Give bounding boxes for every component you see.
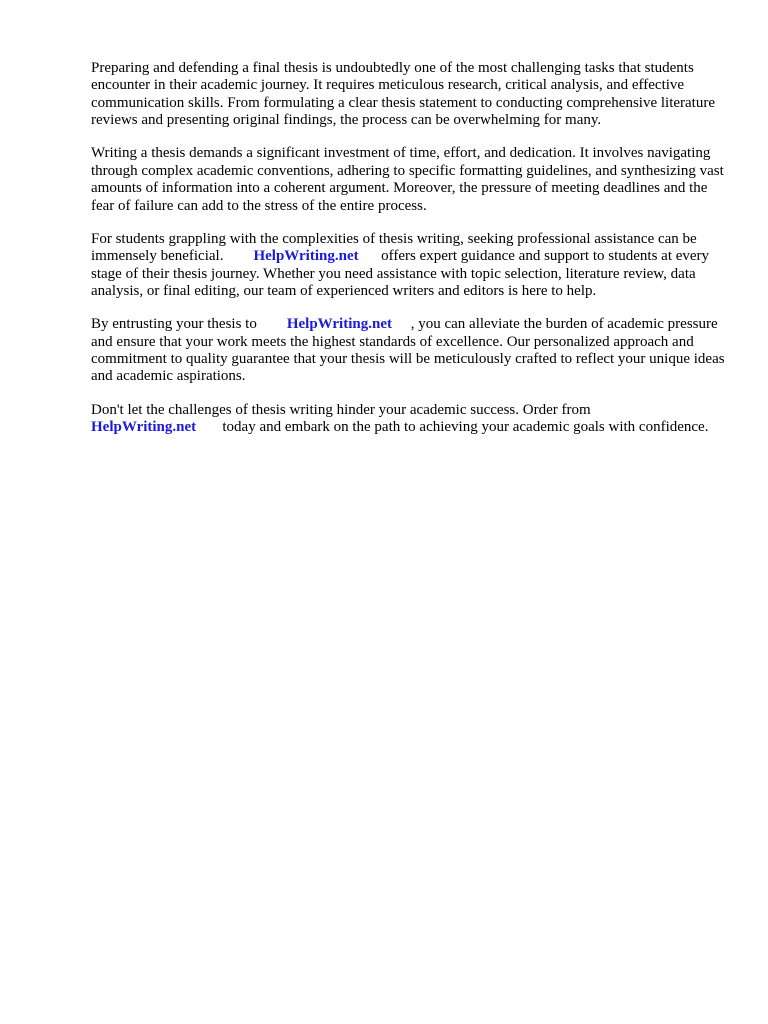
paragraph-text-before-link: Don't let the challenges of thesis writing hinder your academic success. Order from bbox=[91, 401, 591, 418]
paragraph-intro: Preparing and defending a final thesis is undoubtedly one of the most challenging tasks that students encounter in their academic journey. It requires meticulous research, critical analysis, and effective communication skills. From formulating a clear thesis statement to conducting comprehensive literature reviews and presenting original findings, the process can be overwhelming for many. bbox=[91, 60, 716, 129]
paragraph-assistance bbox=[91, 231, 731, 301]
document-body bbox=[91, 60, 731, 452]
helpwriting-link[interactable]: HelpWriting.net bbox=[286, 316, 392, 333]
paragraph-text-before-link: By entrusting your thesis to bbox=[91, 316, 257, 333]
paragraph-text-before-link: For students grappling with the complexities of thesis writing, seeking professional assistance can be immensely beneficial. bbox=[91, 230, 697, 265]
paragraph-entrusting bbox=[91, 316, 731, 386]
paragraph-challenges: Writing a thesis demands a significant investment of time, effort, and dedication. It involves navigating through complex academic conventions, adhering to specific formatting guidelines, and synthesizing vast amounts of information into a coherent argument. Moreover, the pressure of meeting deadlines and the fear of failure can add to the stress of the entire process. bbox=[91, 145, 724, 214]
paragraph-text-after-link: today and embark on the path to achieving your academic goals with confidence. bbox=[222, 419, 709, 436]
paragraph-order bbox=[91, 402, 731, 437]
helpwriting-link[interactable]: HelpWriting.net bbox=[91, 419, 197, 436]
paragraph-text-after-link: , you can alleviate the burden of academic pressure and ensure that your work meets the highest standards of excellence. Our personalized approach and commitment to quality guarantee that your thesis will be meticulously crafted to reflect your unique ideas and academic aspirations. bbox=[91, 316, 725, 385]
paragraph-text-after-link: offers expert guidance and support to students at every stage of their thesis journey. Whether you need assistance with topic selection, literature review, data analysis, or final editing, our team of experienced writers and editors is here to help. bbox=[91, 248, 710, 300]
helpwriting-link[interactable]: HelpWriting.net bbox=[253, 248, 359, 265]
